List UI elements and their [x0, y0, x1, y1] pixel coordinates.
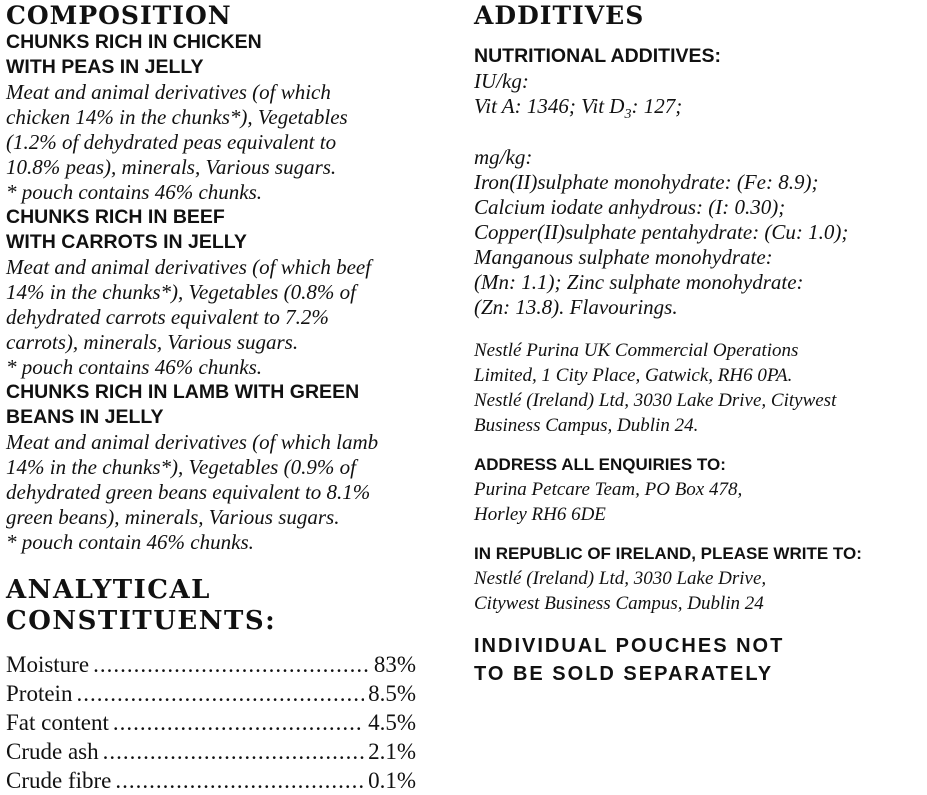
row-label: Fat content	[6, 710, 109, 735]
chicken-line: (1.2% of dehydrated peas equivalent to	[6, 130, 337, 154]
beef-footnote: * pouch contains 46% chunks.	[6, 355, 263, 379]
row-value: 0.1%	[368, 768, 416, 793]
vit-d-value: : 127;	[631, 94, 683, 118]
analytical-row-fibre	[6, 766, 416, 795]
dot-leader	[76, 679, 364, 708]
beef-heading-line1: CHUNKS RICH IN BEEF	[6, 206, 225, 228]
row-value: 83%	[373, 652, 416, 677]
mg-unit: mg/kg:	[474, 145, 533, 170]
beef-section	[6, 205, 446, 380]
sale-notice	[474, 632, 924, 688]
mg-line: (Mn: 1.1); Zinc sulphate monohydrate:	[474, 270, 804, 295]
nutritional-additives-heading: NUTRITIONAL ADDITIVES:	[474, 45, 721, 67]
chicken-footnote: * pouch contains 46% chunks.	[6, 180, 263, 204]
ireland-line: Citywest Business Campus, Dublin 24	[474, 593, 764, 615]
beef-line: Meat and animal derivatives (of which beef	[6, 255, 372, 279]
analytical-table	[6, 650, 446, 795]
company-line: Limited, 1 City Place, Gatwick, RH6 0PA.	[474, 365, 793, 387]
analytical-row-ash	[6, 737, 416, 766]
lamb-line: dehydrated green beans equivalent to 8.1%	[6, 480, 371, 504]
vit-a-text: Vit A: 1346; Vit D	[474, 94, 625, 118]
vitamins-line	[474, 94, 924, 127]
mg-line: Manganous sulphate monohydrate:	[474, 245, 773, 270]
chicken-line: 10.8% peas), minerals, Various sugars.	[6, 155, 337, 179]
notice-line2: TO BE SOLD SEPARATELY	[474, 663, 774, 686]
lamb-footnote: * pouch contain 46% chunks.	[6, 530, 254, 554]
dot-leader	[113, 708, 364, 737]
vit-d-subscript: 3	[624, 107, 632, 123]
enquiries-line: Horley RH6 6DE	[474, 504, 606, 526]
lamb-heading-line2: BEANS IN JELLY	[6, 406, 164, 428]
additives-title: ADDITIVES	[474, 1, 645, 30]
lamb-line: 14% in the chunks*), Vegetables (0.9% of	[6, 455, 356, 479]
chicken-line: chicken 14% in the chunks*), Vegetables	[6, 105, 348, 129]
analytical-title-line1: ANALYTICAL	[6, 575, 211, 605]
enquiries-line: Purina Petcare Team, PO Box 478,	[474, 479, 743, 501]
dot-leader	[93, 650, 370, 679]
company-line: Business Campus, Dublin 24.	[474, 415, 699, 437]
chicken-section	[6, 30, 446, 205]
mg-line: (Zn: 13.8). Flavourings.	[474, 295, 678, 320]
lamb-line: Meat and animal derivatives (of which lamb	[6, 430, 379, 454]
dot-leader	[103, 737, 364, 766]
beef-line: carrots), minerals, Various sugars.	[6, 330, 299, 354]
row-label: Crude ash	[6, 739, 99, 764]
notice-line1: INDIVIDUAL POUCHES NOT	[474, 635, 785, 658]
mg-line: Iron(II)sulphate monohydrate: (Fe: 8.9);	[474, 170, 819, 195]
chicken-line: Meat and animal derivatives (of which	[6, 80, 331, 104]
left-column	[6, 0, 446, 795]
analytical-row-moisture	[6, 650, 416, 679]
row-value: 4.5%	[368, 710, 416, 735]
row-label: Crude fibre	[6, 768, 112, 793]
company-line: Nestlé (Ireland) Ltd, 3030 Lake Drive, Citywest	[474, 390, 837, 412]
composition-title: COMPOSITION	[6, 1, 232, 30]
beef-line: 14% in the chunks*), Vegetables (0.8% of	[6, 280, 356, 304]
row-value: 2.1%	[368, 739, 416, 764]
analytical-row-protein	[6, 679, 416, 708]
company-address	[474, 338, 924, 438]
row-label: Protein	[6, 681, 73, 706]
ireland-line: Nestlé (Ireland) Ltd, 3030 Lake Drive,	[474, 568, 767, 590]
enquiries-block	[474, 452, 924, 527]
row-value: 8.5%	[368, 681, 416, 706]
analytical-title-line2: CONSTITUENTS:	[6, 606, 277, 636]
lamb-line: green beans), minerals, Various sugars.	[6, 505, 340, 529]
company-line: Nestlé Purina UK Commercial Operations	[474, 340, 799, 362]
lamb-section	[6, 380, 446, 555]
ireland-heading: IN REPUBLIC OF IRELAND, PLEASE WRITE TO:	[474, 544, 862, 564]
chicken-heading-line1: CHUNKS RICH IN CHICKEN	[6, 31, 262, 53]
beef-heading-line2: WITH CARROTS IN JELLY	[6, 231, 247, 253]
dot-leader	[115, 766, 364, 795]
iu-unit: IU/kg:	[474, 69, 529, 93]
mg-line: Copper(II)sulphate pentahydrate: (Cu: 1.0);	[474, 220, 849, 245]
beef-line: dehydrated carrots equivalent to 7.2%	[6, 305, 329, 329]
lamb-heading-line1: CHUNKS RICH IN LAMB WITH GREEN	[6, 381, 360, 403]
chicken-heading-line2: WITH PEAS IN JELLY	[6, 56, 204, 78]
enquiries-heading: ADDRESS ALL ENQUIRIES TO:	[474, 455, 726, 475]
right-column	[474, 0, 924, 688]
row-label: Moisture	[6, 652, 90, 677]
ireland-block	[474, 541, 924, 616]
analytical-row-fat	[6, 708, 416, 737]
mg-line: Calcium iodate anhydrous: (I: 0.30);	[474, 195, 786, 220]
